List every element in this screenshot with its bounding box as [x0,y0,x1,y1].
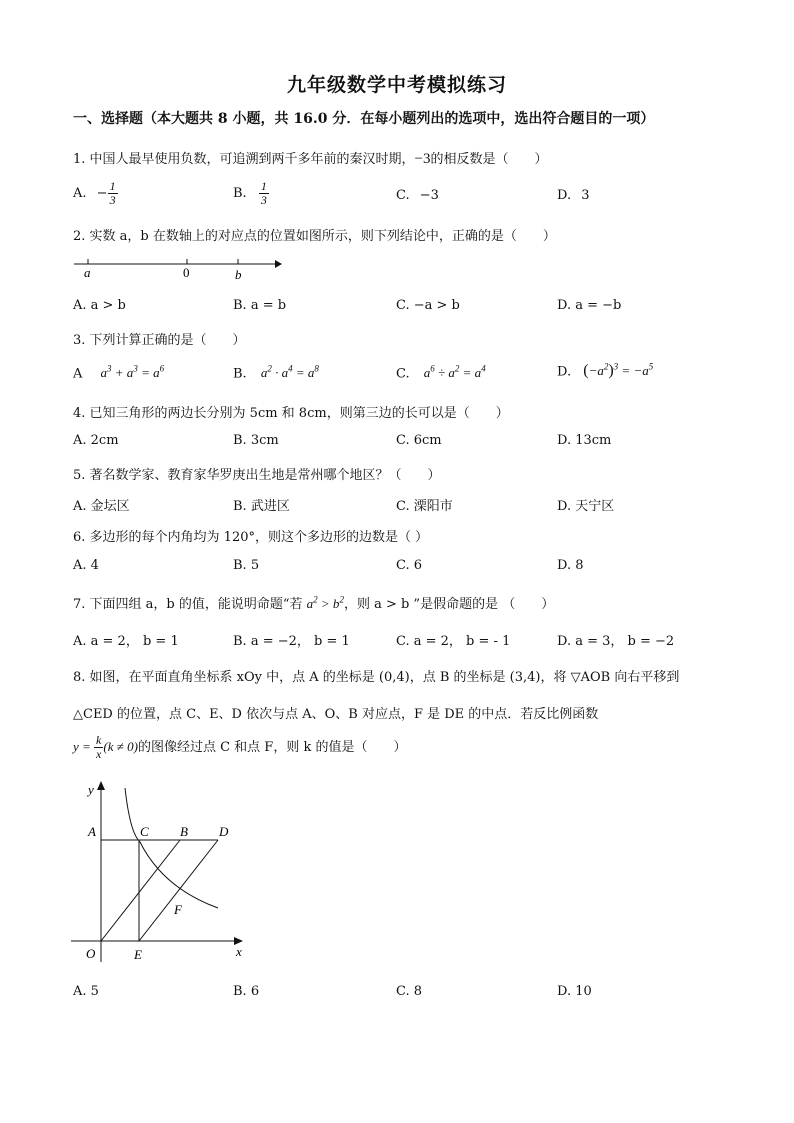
figure-label-a: A [88,824,96,839]
question-7-option-d[interactable]: D. a = 3， b = −2 [557,634,675,649]
question-4-option-c[interactable]: C. 6cm [396,433,442,448]
question-7-stem: 7. 下面四组 a，b 的值，能说明命题“若 $a^2 > b^2$，则 a > b ”是假命题的是 （ ） [73,594,555,612]
question-8-line-1: 8. 如图，在平面直角坐标系 xOy 中，点 A 的坐标是 (0,4)，点 B 的坐标是 (3,4)，将 ▽AOB 向右平移到 [73,670,680,685]
figure-label-b: B [180,824,188,839]
section-heading: 一、选择题（本大题共 8 小题，共 16.0 分．在每小题列出的选项中，选出符合题目的一项） [73,111,655,127]
question-6-option-b[interactable]: B. 5 [233,558,260,573]
figure-label-o: O [86,946,96,961]
question-3-option-c[interactable]: C. $a^6 \div a^2 = a^4$ [396,364,486,382]
question-6-option-c[interactable]: C. 6 [396,558,423,573]
figure-label-y: y [88,782,94,797]
question-5-option-d[interactable]: D. 天宁区 [557,499,615,514]
figure-label-e: E [134,947,142,962]
figure-label-d: D [219,824,229,839]
question-2-option-a[interactable]: A. a > b [73,298,126,313]
coordinate-figure [68,778,248,968]
question-8-line-2: △CED 的位置，点 C、E、D 依次与点 A、O、B 对应点，F 是 DE 的中点．若反比例函数 [73,707,599,722]
number-line-label-b: b [235,267,242,281]
figure-label-c: C [140,824,149,839]
question-7-option-a[interactable]: A. a = 2， b = 1 [73,634,179,649]
question-1-option-b[interactable]: B. $\frac{1}{3}$ [233,179,267,207]
question-2-option-d[interactable]: D. a = −b [557,298,622,313]
question-3-option-d[interactable]: D. $(-a^2)^3 = -a^5$ [557,362,654,380]
question-4-option-d[interactable]: D. 13cm [557,433,612,448]
question-8-option-a[interactable]: A. 5 [73,984,99,999]
question-8-option-c[interactable]: C. 8 [396,984,423,999]
question-4-stem: 4. 已知三角形的两边长分别为 5cm 和 8cm，则第三边的长可以是（ ） [73,406,509,421]
question-1-stem: 1. 中国人最早使用负数，可追溯到两千多年前的秦汉时期，−3的相反数是（ ） [73,151,548,167]
question-6-option-a[interactable]: A. 4 [73,558,99,573]
question-2-option-b[interactable]: B. a = b [233,298,287,313]
number-line-label-a: a [84,265,91,280]
question-8-option-d[interactable]: D. 10 [557,984,592,999]
question-3-stem: 3. 下列计算正确的是（ ） [73,333,246,348]
question-6-stem: 6. 多边形的每个内角均为 120°，则这个多边形的边数是（ ） [73,530,429,545]
question-5-stem: 5. 著名数学家、教育家华罗庚出生地是常州哪个地区？（ ） [73,468,441,483]
question-3-option-b[interactable]: B. $a^2 \cdot a^4 = a^8$ [233,364,319,382]
question-3-option-a[interactable]: A $a^3 + a^3 = a^6$ [73,364,165,382]
question-7-option-b[interactable]: B. a = −2， b = 1 [233,634,350,649]
question-4-option-a[interactable]: A. 2cm [73,433,119,448]
question-2-stem: 2. 实数 a，b 在数轴上的对应点的位置如图所示，则下列结论中，正确的是（ ） [73,229,556,244]
question-5-option-a[interactable]: A. 金坛区 [73,499,130,514]
question-1-option-c[interactable]: C. −3 [396,188,439,203]
page-title: 九年级数学中考模拟练习 [286,74,507,96]
question-8-option-b[interactable]: B. 6 [233,984,260,999]
question-6-option-d[interactable]: D. 8 [557,558,584,573]
question-1-option-a[interactable]: A. − $\frac{1}{3}$ [73,179,116,207]
number-line-label-zero: 0 [183,265,190,280]
number-line [70,255,285,281]
question-2-option-c[interactable]: C. −a > b [396,298,460,313]
question-5-option-b[interactable]: B. 武进区 [233,499,290,514]
question-7-option-c[interactable]: C. a = 2， b = - 1 [396,634,511,649]
question-1-option-d[interactable]: D. 3 [557,188,590,203]
question-4-option-b[interactable]: B. 3cm [233,433,279,448]
question-5-option-c[interactable]: C. 溧阳市 [396,499,453,514]
figure-label-x: x [236,944,242,959]
figure-label-f: F [174,902,182,917]
question-8-line-3: y = $\frac{k}{x}$ (k ≠ 0)的图像经过点 C 和点 F，则 k 的值是（ ） [73,733,407,761]
